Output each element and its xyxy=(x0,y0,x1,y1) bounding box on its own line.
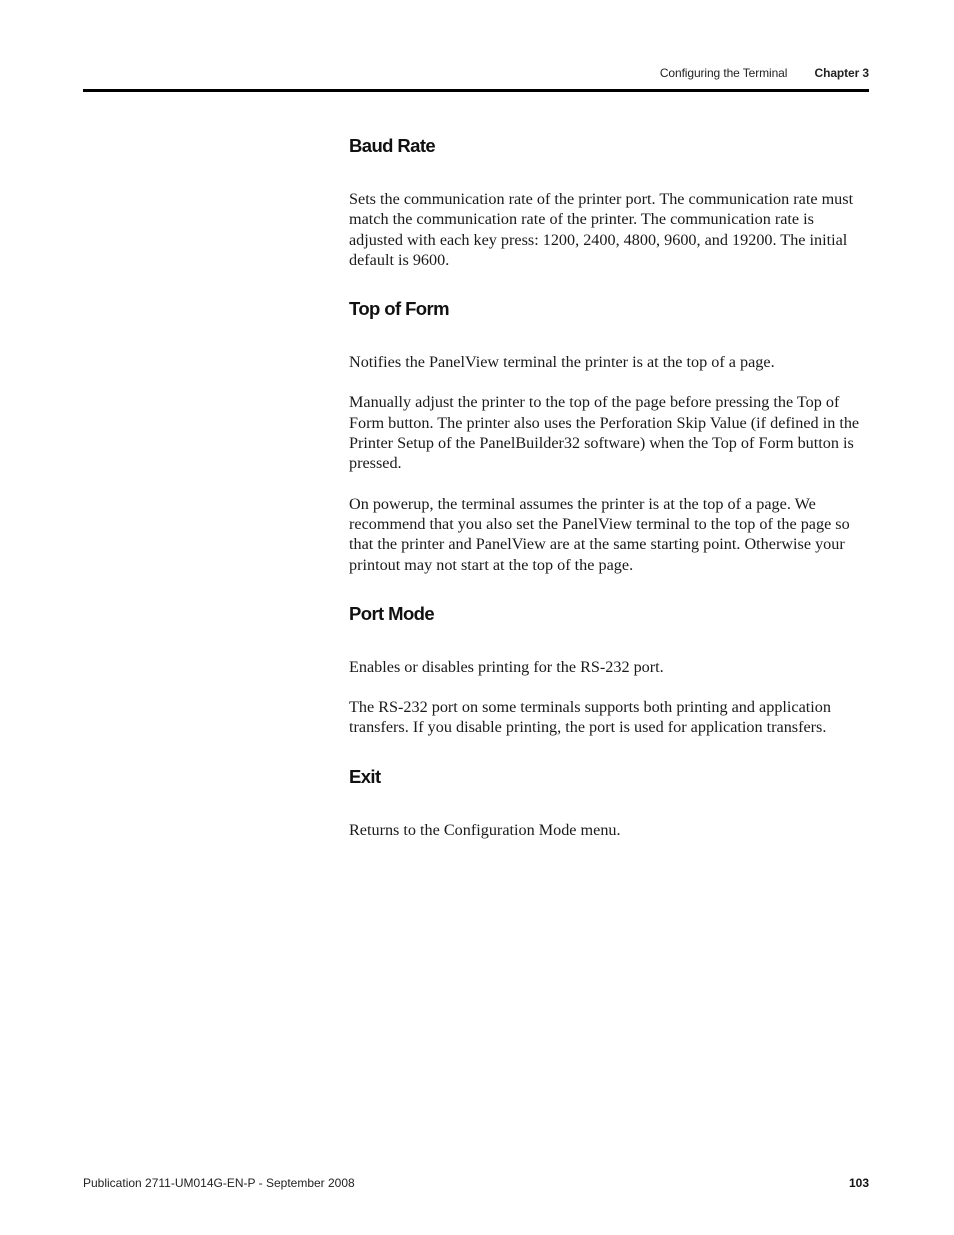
section-heading: Baud Rate xyxy=(349,135,436,156)
header-chapter-label: Chapter 3 xyxy=(814,66,869,80)
footer-publication: Publication 2711-UM014G-EN-P - September 2008 xyxy=(83,1176,355,1190)
running-header xyxy=(660,66,869,80)
section-baud-rate xyxy=(349,133,871,270)
paragraph: Sets the communication rate of the printer port. The communication rate must match the communication rate of the printer. The communication rate is adjusted with each key press: 1200, 2400, 4800, 9600, and 19200. The initial default is 9600. xyxy=(349,190,854,269)
header-rule xyxy=(83,89,869,92)
section-exit xyxy=(349,764,871,840)
paragraph: Enables or disables printing for the RS-232 port. xyxy=(349,657,664,676)
section-top-of-form xyxy=(349,296,871,575)
paragraph: Notifies the PanelView terminal the printer is at the top of a page. xyxy=(349,353,775,372)
paragraph: Returns to the Configuration Mode menu. xyxy=(349,820,621,839)
section-heading: Exit xyxy=(349,765,381,787)
paragraph: The RS-232 port on some terminals supports both printing and application transfers. If you disable printing, the port is used for application transfers. xyxy=(349,698,831,737)
section-port-mode xyxy=(349,601,871,738)
page-content xyxy=(349,133,871,866)
section-heading: Top of Form xyxy=(349,298,449,320)
header-section-title: Configuring the Terminal xyxy=(659,66,788,80)
paragraph: Manually adjust the printer to the top of the page before pressing the Top of Form button. The printer also uses the Perforation Skip Value (if defined in the Printer Setup of the PanelBuilder32 software) when the Top of Form button is pressed. xyxy=(349,393,860,473)
paragraph: On powerup, the terminal assumes the printer is at the top of a page. We recommend that you also set the PanelView terminal to the top of the page so that the printer and PanelView are at the same starting point. Otherwise your printout may not start at the top of the page. xyxy=(349,494,850,574)
section-heading: Port Mode xyxy=(349,602,435,624)
footer-page-number: 103 xyxy=(848,1176,869,1190)
